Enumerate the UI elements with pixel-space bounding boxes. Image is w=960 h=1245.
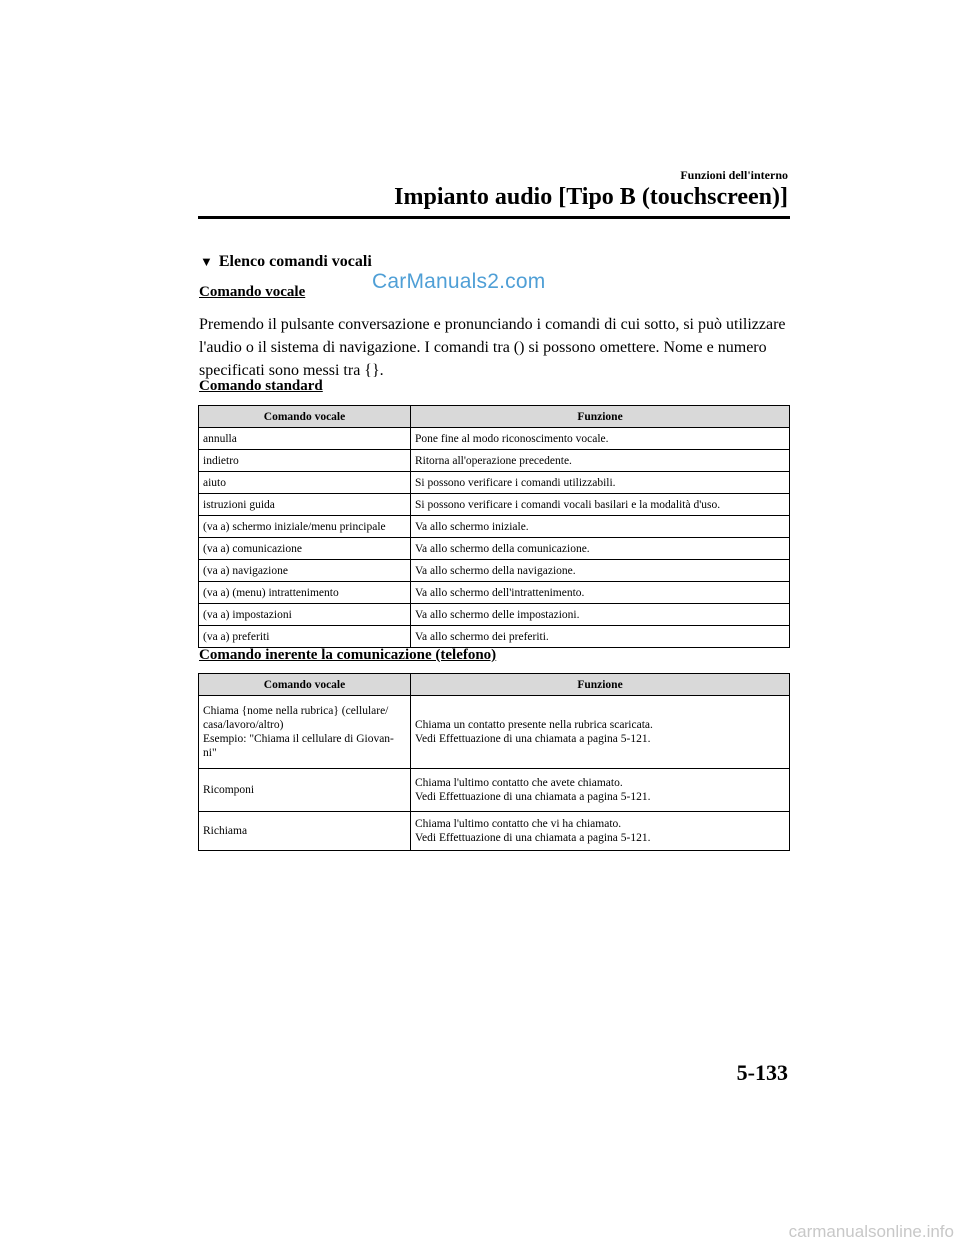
section-heading-text: Elenco comandi vocali xyxy=(218,253,372,270)
command-cell: (va a) comunicazione xyxy=(199,538,411,560)
chapter-header: Funzioni dell'interno xyxy=(680,168,788,182)
section-heading xyxy=(200,253,372,271)
cell-line: Chiama l'ultimo contatto che vi ha chiamato. xyxy=(415,818,622,830)
table-header-row xyxy=(199,406,790,428)
page-title: Impianto audio [Tipo B (touchscreen)] xyxy=(394,184,788,210)
function-cell: Va allo schermo della navigazione. xyxy=(411,560,790,582)
subheading-comando-vocale: Comando vocale xyxy=(199,284,306,300)
table-row xyxy=(199,516,790,538)
column-header-function: Funzione xyxy=(411,406,790,428)
command-cell: (va a) (menu) intrattenimento xyxy=(199,582,411,604)
command-cell xyxy=(199,812,411,851)
table-row xyxy=(199,450,790,472)
cell-line: Chiama {nome nella rubrica} (cellulare/ xyxy=(203,705,389,717)
function-cell: Si possono verificare i comandi utilizzabili. xyxy=(411,472,790,494)
function-cell: Ritorna all'operazione precedente. xyxy=(411,450,790,472)
table-row xyxy=(199,696,790,769)
table-row xyxy=(199,812,790,851)
function-cell: Va allo schermo delle impostazioni. xyxy=(411,604,790,626)
page-number: 5-133 xyxy=(736,1060,788,1085)
function-cell xyxy=(411,769,790,812)
intro-paragraph: Premendo il pulsante conversazione e pronunciando i comandi di cui sotto, si può utilizzare l'audio o il sistema di navigazione. I comandi tra () si possono omettere. Nome e numero specificati sono messi tra {}. xyxy=(199,316,786,379)
table-row xyxy=(199,538,790,560)
command-cell: (va a) navigazione xyxy=(199,560,411,582)
table-row xyxy=(199,582,790,604)
cell-line: Chiama l'ultimo contatto che avete chiamato. xyxy=(415,777,623,789)
table-row xyxy=(199,769,790,812)
function-cell: Va allo schermo della comunicazione. xyxy=(411,538,790,560)
cell-line: Esempio: "Chiama il cellulare di Giovan- xyxy=(203,733,394,745)
cell-line: Vedi Effettuazione di una chiamata a pagina 5-121. xyxy=(415,733,651,745)
command-cell: istruzioni guida xyxy=(199,494,411,516)
table-row xyxy=(199,604,790,626)
function-cell: Va allo schermo iniziale. xyxy=(411,516,790,538)
command-cell xyxy=(199,696,411,769)
standard-commands-table xyxy=(198,405,790,648)
footer-watermark: carmanualsonline.info xyxy=(788,1222,954,1241)
cell-line: ni" xyxy=(203,747,217,759)
function-cell xyxy=(411,812,790,851)
cell-line: Ricomponi xyxy=(203,784,255,796)
command-cell: (va a) preferiti xyxy=(199,626,411,648)
table-row xyxy=(199,494,790,516)
function-cell: Pone fine al modo riconoscimento vocale. xyxy=(411,428,790,450)
command-cell: indietro xyxy=(199,450,411,472)
cell-line: Vedi Effettuazione di una chiamata a pagina 5-121. xyxy=(415,791,651,803)
command-cell: (va a) impostazioni xyxy=(199,604,411,626)
phone-commands-table xyxy=(198,673,790,851)
subheading-comando-standard: Comando standard xyxy=(199,378,323,394)
column-header-command: Comando vocale xyxy=(199,406,411,428)
cell-line: casa/lavoro/altro) xyxy=(203,719,284,731)
subheading-comando-telefono: Comando inerente la comunicazione (telefono) xyxy=(199,647,497,663)
cell-line: Vedi Effettuazione di una chiamata a pagina 5-121. xyxy=(415,832,651,844)
table-row xyxy=(199,428,790,450)
table-row xyxy=(199,560,790,582)
command-cell: (va a) schermo iniziale/menu principale xyxy=(199,516,411,538)
cell-line: Chiama un contatto presente nella rubrica scaricata. xyxy=(415,719,653,731)
table-row xyxy=(199,626,790,648)
function-cell: Si possono verificare i comandi vocali basilari e la modalità d'uso. xyxy=(411,494,790,516)
column-header-command: Comando vocale xyxy=(199,674,411,696)
command-cell: aiuto xyxy=(199,472,411,494)
triangle-down-icon: ▼ xyxy=(200,254,213,269)
command-cell xyxy=(199,769,411,812)
table-row xyxy=(199,472,790,494)
function-cell: Va allo schermo dei preferiti. xyxy=(411,626,790,648)
header-divider xyxy=(198,216,790,219)
table-header-row xyxy=(199,674,790,696)
function-cell: Va allo schermo dell'intrattenimento. xyxy=(411,582,790,604)
command-cell: annulla xyxy=(199,428,411,450)
cell-line: Richiama xyxy=(203,825,248,837)
function-cell xyxy=(411,696,790,769)
watermark-carmanuals2: CarManuals2.com xyxy=(372,270,546,293)
column-header-function: Funzione xyxy=(411,674,790,696)
